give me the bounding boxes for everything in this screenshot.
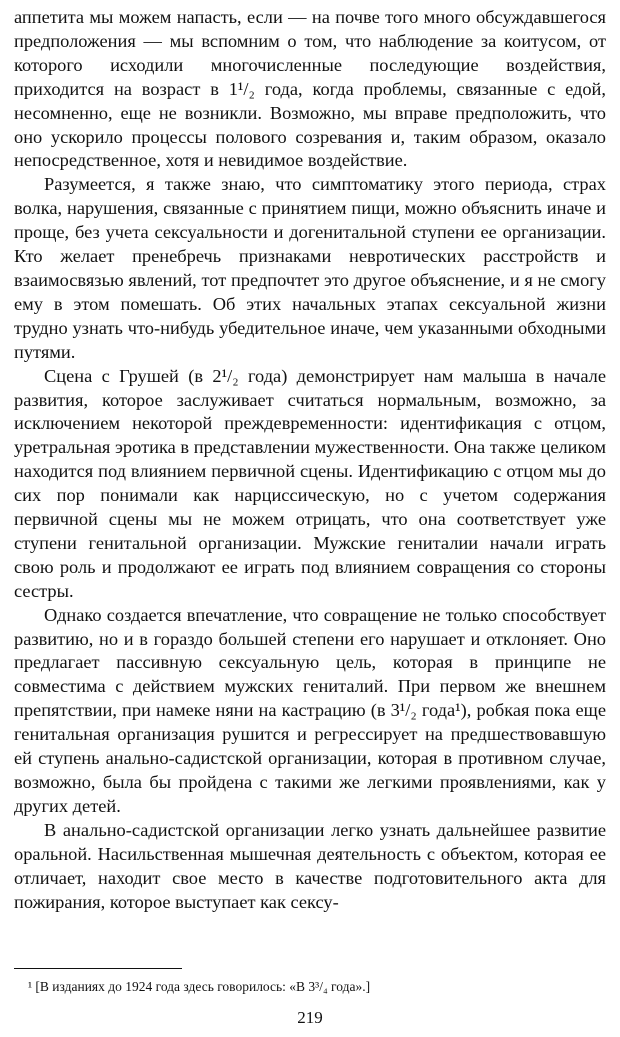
footnote-divider: [14, 968, 182, 969]
footnote: ¹ [В изданиях до 1924 года здесь говорилось: «В 3³/₄ года».]: [28, 979, 371, 994]
body-text: [14, 6, 606, 914]
paragraph-4: Однако создается впечатление, что совращение не только способствует развитию, но и в гораздо большей степени его нарушает и отклоняет. Оно предлагает пассивную сексуальную цель, которая в принципе не совместима с действием мужских гениталий. При первом же внешнем препятствии, при намеке няни на кастрацию (в 3¹/₂ года¹), робкая пока еще генитальная организация рушится и регрессирует на предшествовавшую ей ступень анально-садистской организации, которая в противном случае, возможно, была бы пройдена с такими же легкими проявлениями, как у других детей.: [14, 604, 606, 816]
paragraph-2: Разумеется, я также знаю, что симптоматику этого периода, страх волка, нарушения, связанные с принятием пищи, можно объяснить иначе и проще, без учета сексуальности и догенитальной ступени ее организации. Кто желает пренебречь признаками невротических расстройств и взаимосвязью явлений, тот предпочтет это другое объяснение, и я не смогу ему в этом помешать. Об этих начальных этапах сексуальной жизни трудно узнать что-нибудь убедительное иначе, чем указанными обходными путями.: [14, 174, 606, 362]
paragraph-1: аппетита мы можем напасть, если — на почве того много обсуждавшегося предположения — мы вспомним о том, что наблюдение за коитусом, от которого исходили многочисленные последующие воздействия, приходится на возраст в 1¹/₂ года, когда проблемы, связанные с едой, несомненно, еще не возникли. Возможно, мы вправе предположить, что оно ускорило процессы полового созревания и, таким образом, оказало непосредственное, хотя и невидимое воздействие.: [14, 7, 606, 171]
paragraph-3: Сцена с Грушей (в 2¹/₂ года) демонстрирует нам малыша в начале развития, которое заслуживает считаться нормальным, возможно, за исключением некоторой преждевременности: идентификация с отцом, уретральная эротика в представлении мужественности. Она также целиком находится под влиянием первичной сцены. Идентификацию с отцом мы до сих пор понимали как нарциссическую, но с учетом содержания первичной сцены мы не можем отрицать, что она соответствует уже ступени генитальной организации. Мужские гениталии начали играть свою роль и продолжают ее играть под влиянием совращения со стороны сестры.: [14, 365, 606, 601]
page-number: 219: [297, 1008, 323, 1027]
paragraph-5: В анально-садистской организации легко узнать дальнейшее развитие оральной. Насильственная мышечная деятельность с объектом, которая ее отличает, находит свое место в качестве подготовительного акта для пожирания, которое выступает как сексу-: [14, 819, 606, 912]
